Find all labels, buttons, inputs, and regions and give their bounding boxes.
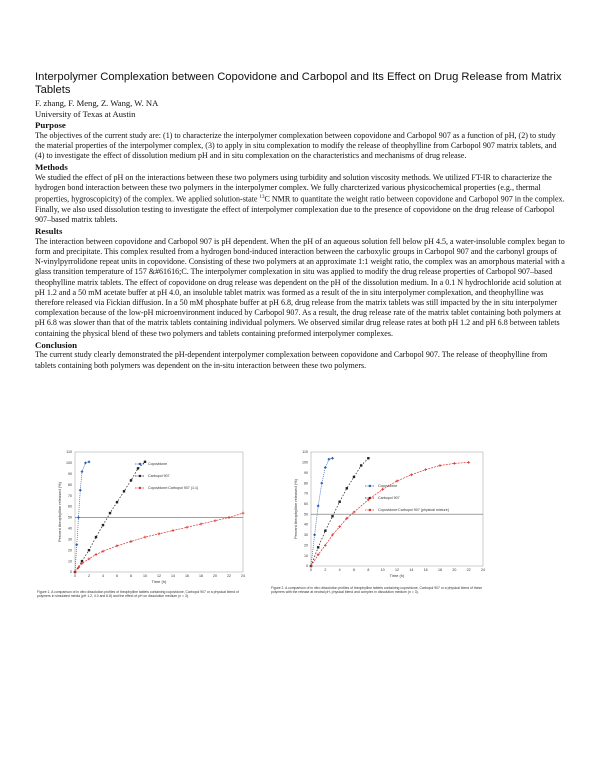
x-tick-label: 14: [409, 568, 414, 572]
methods-text-part2: C NMR to quantitate the weight ratio between copovidone and Carbopol 907 in the complex. Finally, we also used dissolution testing to investigate the effect of interpolymer complexation due to the presence of copovidone on the drug release of Carbopol 907–based matrix tablets.: [35, 194, 565, 225]
x-tick-label: 14: [171, 574, 175, 578]
y-tick-label: 0: [70, 570, 72, 575]
data-point: [109, 512, 111, 514]
methods-text-part1: We studied the effect of pH on the interactions between these two polymers using turbidity and solution viscosity methods. We utilized FT-IR to characterize the hydrogen bond interaction between these two polymers in the interpolymer complex. We fully charcterized various physicochemical properties (e.g., thermal properties, hygroscopicity) of the complex. We applied solution-state: [35, 172, 552, 204]
y-tick-label: 10: [68, 559, 72, 564]
y-tick-label: 30: [304, 533, 308, 538]
data-point: [346, 487, 348, 489]
section-heading-conclusion: Conclusion: [35, 339, 78, 350]
data-point: [331, 515, 333, 517]
x-tick-label: 4: [338, 568, 341, 572]
figures-area: [35, 446, 565, 616]
figure-1-caption: Figure 1. A comparison of in vitro dissolution profiles of theophylline tablets containing copovidone, Carbopol 907 or a physical blend of polymers in simulated media (pH 1.2, 4.0 and 6.8) and the effect of pH on dissolution medium (n = 3).: [37, 590, 239, 599]
y-axis-label: Percent theophylline released (%): [293, 478, 298, 540]
x-tick-label: 8: [130, 574, 132, 578]
paper-title: Interpolymer Complexation between Copovidone and Carbopol and Its Effect on Drug Release from Matrix Tablets: [35, 71, 562, 96]
y-tick-label: 110: [302, 450, 308, 455]
y-tick-label: 10: [304, 553, 308, 558]
x-tick-label: 10: [143, 574, 147, 578]
affiliation: University of Texas at Austin: [35, 108, 136, 119]
x-tick-label: 18: [199, 574, 203, 578]
data-point: [137, 467, 139, 469]
data-point: [324, 530, 326, 532]
x-tick-label: 2: [324, 568, 327, 572]
legend-entry: Copovidone:Carbopol 907 (1:1): [148, 486, 199, 491]
data-point: [95, 536, 97, 538]
y-tick-label: 40: [68, 526, 72, 531]
x-tick-label: 22: [466, 568, 471, 572]
figure-1-chart: [35, 446, 247, 586]
y-tick-label: 90: [68, 472, 72, 477]
figure-2-caption: Figure 2. A comparison of in vitro dissolution profiles of theophylline tablets containing copovidone, Carbopol 907 or a physical blend of these polymers with the release at neutral pH, physical blend and complex in dissolution medium (n = 3).: [271, 586, 483, 595]
section-heading-purpose: Purpose: [35, 120, 66, 130]
y-tick-label: 70: [68, 493, 72, 498]
authors: F. zhang, F. Meng, Z. Wang, W. NA: [35, 98, 159, 108]
y-tick-label: 80: [304, 481, 308, 486]
y-tick-label: 0: [306, 564, 308, 569]
y-tick-label: 50: [304, 512, 308, 517]
y-tick-label: 110: [66, 450, 72, 455]
x-tick-label: 12: [157, 574, 161, 578]
legend-marker: [369, 485, 371, 487]
x-tick-label: 24: [241, 574, 245, 578]
data-point: [102, 524, 104, 526]
section-text-conclusion: The current study clearly demonstrated the pH-dependent interpolymer complexation between copovidone and Carbopol 907. The release of theophylline from tablets containing both polymers was dependent on the in-situ interaction between these two polymers.: [35, 350, 548, 370]
data-point: [317, 546, 319, 548]
x-tick-label: 10: [380, 568, 385, 572]
section-text-purpose: The objectives of the current study are: (1) to characterize the interpolymer complexation between copovidone and Carbopol 907 as a function of pH, (2) to study the material properties of the interpolymer complex, (3) to apply in situ complexation to modify the release of theophylline from Carbopol 907 matrix tablets, and (4) to investigate the effect of dissolution medium pH and in situ complexation on the characteristics and mechanisms of drug release.: [35, 130, 557, 160]
y-axis-label: Percent theophylline released (%): [57, 481, 62, 543]
section-text-results: The interaction between copovidone and Carbopol 907 is pH dependent. When the pH of an aqueous solution fell below pH 4.5, a water-insoluble complex began to form and precipitate. This complex resulted from a hydrogen bond-induced interaction between the carboxylic groups in Carbopol 907 and the carbonyl groups of N-vinylpyrrolidone repeat units in copovidone. Consisting of these two polymers at an approximate 1:1 weight ratio, the complex was an amorphous material with a glass transition temperature of 157 &#61616;C. The interpolymer complexation in situ was applied to modify the drug release properties of Carbopol 907–based theophylline matrix tablets. The effect of copovidone on drug release was dependent on the pH of the dissolution medium. In a 0.1 N hydrochloride acid solution at pH 1.2 and a 50 mM acetate buffer at pH 4.0, an insoluble tablet matrix was formed as a result of the in situ interpolymer complexation, and theophylline was therefore released via Fickian diffusion. In a 50 mM phosphate buffer at pH 6.8, drug release from the matrix tablets was still impacted by the in situ interpolymer complexation because of the low-pH microenvironment induced by Carbopol 907. As a result, the drug release rate of the matrix tablet containing both polymers at pH 6.8 was slower than that of the matrix tablets containing individual polymers. We observed similar drug release rates at both pH 1.2 and pH 6.8 between tablets containing the physical blend of these two polymers and tablets containing preformed interpolymer complexes.: [35, 236, 565, 338]
x-tick-label: 16: [185, 574, 189, 578]
y-tick-label: 50: [68, 515, 72, 520]
legend-entry: Copovidone:Carbopol 907 (physical mixture): [378, 508, 449, 513]
y-tick-label: 20: [68, 548, 72, 553]
figure-2-chart: [267, 446, 489, 581]
data-point: [367, 457, 369, 459]
x-tick-label: 8: [367, 568, 370, 572]
y-tick-label: 80: [68, 482, 72, 487]
legend-marker: [369, 509, 371, 511]
section-heading-methods: Methods: [35, 162, 68, 173]
data-point: [123, 490, 125, 492]
section-heading-results: Results: [35, 226, 63, 237]
legend-marker: [139, 475, 141, 477]
x-tick-label: 6: [353, 568, 355, 572]
data-point: [338, 501, 340, 503]
y-tick-label: 40: [304, 522, 308, 527]
y-tick-label: 20: [304, 543, 308, 548]
x-tick-label: 2: [88, 574, 90, 578]
figure-1: [35, 446, 247, 586]
y-tick-label: 60: [68, 504, 72, 509]
data-point: [360, 464, 362, 466]
x-axis-label: Time (h): [151, 579, 167, 584]
legend-marker: [139, 487, 141, 489]
x-tick-label: 12: [395, 568, 399, 572]
section-text-methods: [35, 173, 565, 226]
data-point: [144, 461, 146, 463]
x-tick-label: 4: [102, 574, 104, 578]
y-tick-label: 70: [304, 491, 308, 496]
y-tick-label: 100: [302, 460, 308, 465]
y-tick-label: 90: [304, 470, 308, 475]
x-tick-label: 6: [116, 574, 118, 578]
x-tick-label: 0: [310, 568, 312, 572]
x-tick-label: 20: [213, 574, 217, 578]
y-tick-label: 30: [68, 537, 72, 542]
x-tick-label: 20: [452, 568, 457, 572]
legend-entry: Carbopol 907: [148, 474, 170, 479]
x-axis-label: Time (h): [389, 573, 405, 578]
legend-marker: [139, 463, 141, 465]
x-tick-label: 18: [438, 568, 442, 572]
legend-entry: Copovidone: [148, 462, 168, 467]
paper-body: [35, 71, 565, 371]
y-tick-label: 60: [304, 502, 308, 507]
methods-superscript: 13: [259, 195, 265, 201]
data-point: [353, 476, 355, 478]
x-tick-label: 24: [481, 568, 485, 572]
legend-entry: Copovidone: [378, 484, 398, 489]
data-point: [88, 549, 90, 551]
x-tick-label: 22: [227, 574, 231, 578]
y-tick-label: 100: [66, 461, 72, 466]
plot-frame: [75, 452, 243, 572]
data-point: [116, 501, 118, 503]
x-tick-label: 16: [423, 568, 428, 572]
x-tick-label: 0: [74, 574, 76, 578]
legend-entry: Carbopol 907: [378, 496, 400, 501]
data-point: [130, 479, 132, 481]
figure-2: [267, 446, 489, 581]
